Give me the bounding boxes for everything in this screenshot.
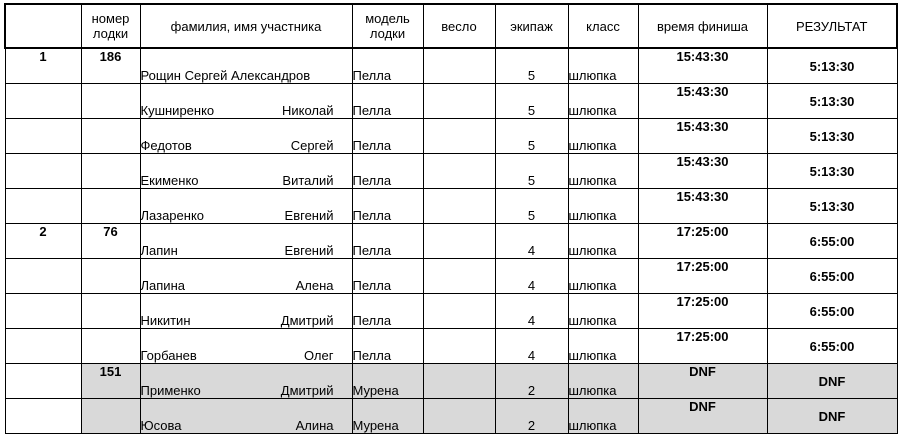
oar-cell	[423, 259, 495, 294]
oar-cell	[423, 119, 495, 154]
class-cell: шлюпка	[568, 84, 638, 119]
place-cell: 1	[5, 48, 81, 84]
oar-cell	[423, 84, 495, 119]
header-crew: экипаж	[495, 4, 568, 48]
place-cell	[5, 119, 81, 154]
oar-cell	[423, 189, 495, 224]
result-cell: 6:55:00	[767, 224, 897, 259]
boat-model-cell: Пелла	[352, 189, 423, 224]
boat-number-cell	[81, 294, 140, 329]
result-cell: 5:13:30	[767, 119, 897, 154]
crew-cell: 5	[495, 119, 568, 154]
class-cell: шлюпка	[568, 48, 638, 84]
header-row	[5, 4, 897, 48]
result-cell: 6:55:00	[767, 329, 897, 364]
participant-cell	[140, 259, 352, 294]
table-row	[5, 364, 897, 399]
participant-last-name: Лапин	[140, 243, 178, 258]
header-finish-time: время финиша	[638, 4, 767, 48]
header-place	[5, 4, 81, 48]
boat-number-cell	[81, 154, 140, 189]
finish-time-cell: DNF	[638, 364, 767, 399]
header-boat-model	[352, 4, 423, 48]
class-cell: шлюпка	[568, 399, 638, 434]
finish-time-cell: 17:25:00	[638, 329, 767, 364]
place-cell	[5, 329, 81, 364]
crew-cell: 4	[495, 329, 568, 364]
place-cell: 2	[5, 224, 81, 259]
place-cell	[5, 84, 81, 119]
finish-time-cell: 17:25:00	[638, 294, 767, 329]
oar-cell	[423, 48, 495, 84]
boat-model-cell: Пелла	[352, 48, 423, 84]
place-cell	[5, 259, 81, 294]
participant-cell	[140, 294, 352, 329]
participant-cell	[140, 154, 352, 189]
participant-full-name: Рощин Сергей Александров	[140, 68, 311, 83]
class-cell: шлюпка	[568, 154, 638, 189]
participant-cell	[140, 189, 352, 224]
participant-cell	[140, 399, 352, 434]
header-oar: весло	[423, 4, 495, 48]
finish-time-cell: 17:25:00	[638, 259, 767, 294]
table-row	[5, 119, 897, 154]
crew-cell: 2	[495, 364, 568, 399]
class-cell: шлюпка	[568, 364, 638, 399]
boat-number-cell	[81, 84, 140, 119]
place-cell	[5, 154, 81, 189]
table-row	[5, 294, 897, 329]
results-table	[4, 3, 898, 434]
participant-cell	[140, 329, 352, 364]
results-body	[5, 4, 897, 434]
result-cell: 6:55:00	[767, 259, 897, 294]
boat-number-cell	[81, 399, 140, 434]
table-row	[5, 399, 897, 434]
class-cell: шлюпка	[568, 119, 638, 154]
participant-first-name: Евгений	[284, 243, 334, 258]
finish-time-cell: 15:43:30	[638, 154, 767, 189]
class-cell: шлюпка	[568, 329, 638, 364]
header-boat-model-line2: лодки	[369, 26, 406, 41]
boat-model-cell: Пелла	[352, 329, 423, 364]
boat-model-cell: Пелла	[352, 154, 423, 189]
header-boat-model-line1: модель	[365, 11, 410, 26]
participant-first-name: Евгений	[284, 208, 334, 223]
participant-cell	[140, 84, 352, 119]
participant-cell	[140, 224, 352, 259]
boat-number-cell	[81, 259, 140, 294]
result-cell: 5:13:30	[767, 48, 897, 84]
participant-last-name: Екименко	[140, 173, 199, 188]
finish-time-cell: 15:43:30	[638, 48, 767, 84]
place-cell	[5, 364, 81, 399]
crew-cell: 4	[495, 294, 568, 329]
class-cell: шлюпка	[568, 189, 638, 224]
participant-last-name: Кушниренко	[140, 103, 215, 118]
boat-number-cell: 186	[81, 48, 140, 84]
crew-cell: 5	[495, 189, 568, 224]
participant-first-name: Виталий	[282, 173, 334, 188]
oar-cell	[423, 364, 495, 399]
crew-cell: 2	[495, 399, 568, 434]
participant-cell	[140, 48, 352, 84]
participant-cell	[140, 364, 352, 399]
participant-cell	[140, 119, 352, 154]
participant-last-name: Лазаренко	[140, 208, 205, 223]
participant-last-name: Федотов	[140, 138, 192, 153]
boat-number-cell: 151	[81, 364, 140, 399]
table-row	[5, 84, 897, 119]
oar-cell	[423, 329, 495, 364]
header-boat-number-line2: лодки	[92, 26, 129, 41]
participant-last-name: Применко	[140, 383, 201, 398]
header-participant: фамилия, имя участника	[140, 4, 352, 48]
table-row	[5, 259, 897, 294]
crew-cell: 4	[495, 259, 568, 294]
boat-model-cell: Пелла	[352, 224, 423, 259]
finish-time-cell: DNF	[638, 399, 767, 434]
class-cell: шлюпка	[568, 294, 638, 329]
participant-first-name: Николай	[281, 103, 334, 118]
finish-time-cell: 15:43:30	[638, 84, 767, 119]
table-row	[5, 224, 897, 259]
oar-cell	[423, 154, 495, 189]
participant-last-name: Горбанев	[140, 348, 197, 363]
boat-model-cell: Мурена	[352, 399, 423, 434]
class-cell: шлюпка	[568, 224, 638, 259]
crew-cell: 5	[495, 154, 568, 189]
boat-number-cell	[81, 329, 140, 364]
boat-number-cell	[81, 119, 140, 154]
boat-model-cell: Пелла	[352, 84, 423, 119]
participant-first-name: Дмитрий	[280, 383, 334, 398]
table-row	[5, 154, 897, 189]
participant-first-name: Олег	[303, 348, 334, 363]
participant-first-name: Алена	[295, 278, 334, 293]
boat-model-cell: Пелла	[352, 119, 423, 154]
participant-last-name: Никитин	[140, 313, 191, 328]
result-cell: 5:13:30	[767, 84, 897, 119]
oar-cell	[423, 399, 495, 434]
boat-number-cell: 76	[81, 224, 140, 259]
participant-first-name: Дмитрий	[280, 313, 334, 328]
header-result: РЕЗУЛЬТАТ	[767, 4, 897, 48]
boat-model-cell: Пелла	[352, 294, 423, 329]
participant-last-name: Юсова	[140, 418, 182, 433]
crew-cell: 4	[495, 224, 568, 259]
header-class: класс	[568, 4, 638, 48]
boat-model-cell: Пелла	[352, 259, 423, 294]
participant-first-name: Сергей	[290, 138, 334, 153]
table-row	[5, 189, 897, 224]
result-cell: DNF	[767, 364, 897, 399]
header-boat-number	[81, 4, 140, 48]
place-cell	[5, 294, 81, 329]
class-cell: шлюпка	[568, 259, 638, 294]
result-cell: 6:55:00	[767, 294, 897, 329]
participant-first-name: Алина	[295, 418, 334, 433]
crew-cell: 5	[495, 84, 568, 119]
result-cell: DNF	[767, 399, 897, 434]
table-row	[5, 329, 897, 364]
finish-time-cell: 15:43:30	[638, 189, 767, 224]
result-cell: 5:13:30	[767, 154, 897, 189]
place-cell	[5, 399, 81, 434]
crew-cell: 5	[495, 48, 568, 84]
finish-time-cell: 15:43:30	[638, 119, 767, 154]
place-cell	[5, 189, 81, 224]
finish-time-cell: 17:25:00	[638, 224, 767, 259]
boat-number-cell	[81, 189, 140, 224]
header-boat-number-line1: номер	[91, 11, 130, 26]
table-row	[5, 48, 897, 84]
oar-cell	[423, 294, 495, 329]
oar-cell	[423, 224, 495, 259]
participant-last-name: Лапина	[140, 278, 185, 293]
boat-model-cell: Мурена	[352, 364, 423, 399]
result-cell: 5:13:30	[767, 189, 897, 224]
